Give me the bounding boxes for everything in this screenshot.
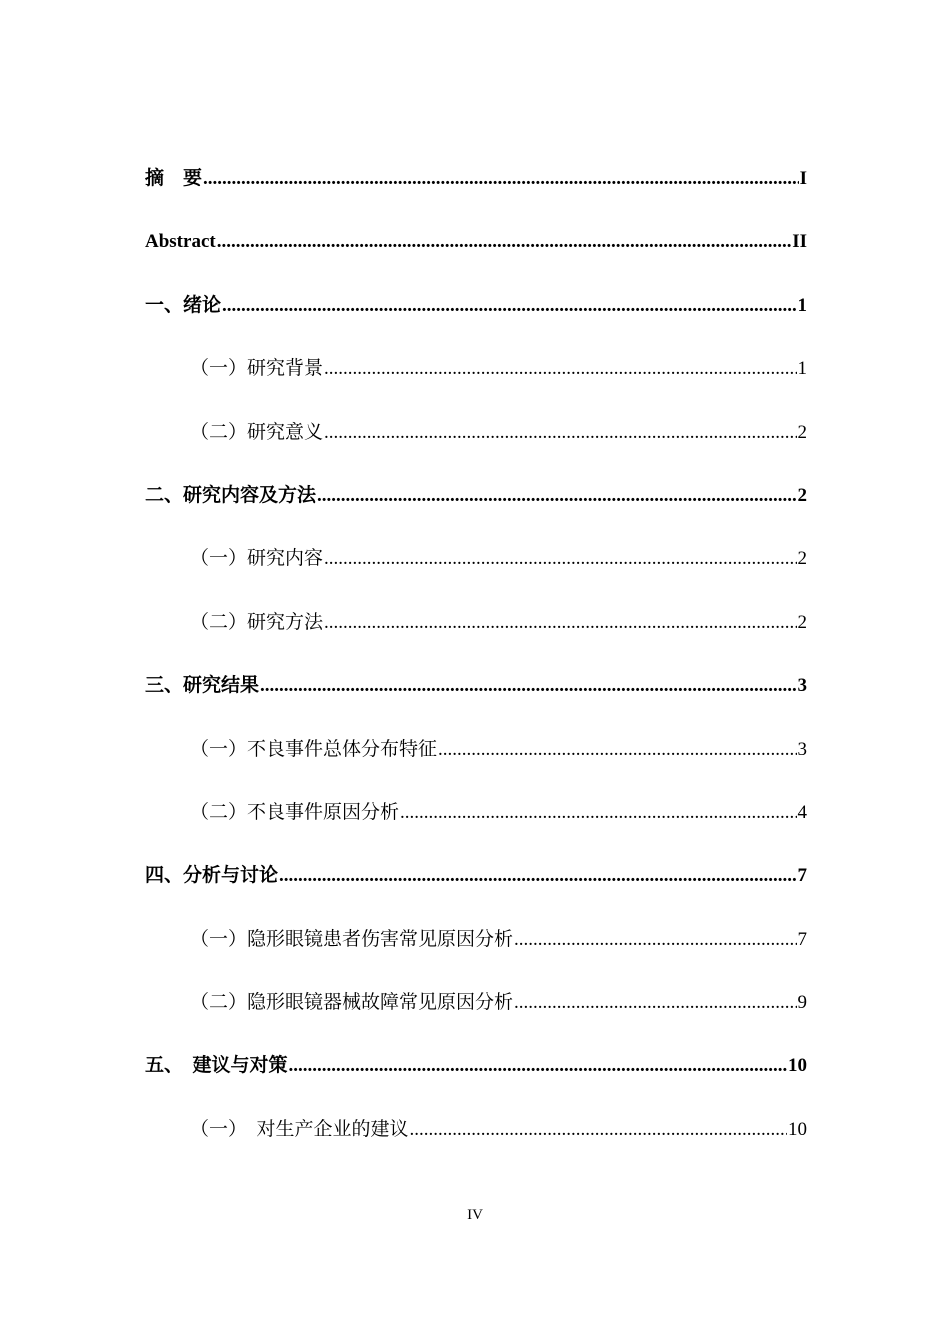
toc-entry-title: 摘 要 (145, 168, 203, 189)
toc-entry-title: Abstract (145, 231, 216, 253)
toc-entry[interactable] (145, 224, 807, 287)
toc-entry-page: 2 (797, 421, 807, 443)
toc-entry-title: 三、研究结果 (145, 675, 260, 697)
toc-dot-leader (438, 732, 796, 768)
toc-dot-leader (324, 351, 796, 387)
toc-entry-page: 9 (797, 992, 807, 1014)
toc-dot-leader (260, 668, 796, 704)
toc-entry-title: 四、分析与讨论 (145, 865, 279, 887)
toc-entry-page: II (792, 231, 807, 253)
toc-entry[interactable] (145, 985, 807, 1048)
toc-entry-page: 4 (797, 801, 807, 823)
toc-entry-page: 2 (797, 611, 807, 633)
toc-entry[interactable] (145, 415, 807, 478)
toc-entry[interactable] (145, 922, 807, 985)
table-of-contents (145, 161, 807, 1175)
toc-entry[interactable] (145, 1048, 807, 1111)
toc-entry[interactable] (145, 858, 807, 921)
toc-entry-page: 1 (797, 358, 807, 380)
toc-dot-leader (217, 224, 792, 260)
toc-entry-page: 7 (797, 928, 807, 950)
toc-entry-page: 10 (788, 1055, 807, 1077)
toc-entry-title: 一、绪论 (145, 294, 222, 316)
toc-entry-page: 10 (788, 1118, 807, 1140)
toc-dot-leader (222, 288, 796, 324)
toc-entry[interactable] (145, 605, 807, 668)
toc-dot-leader (400, 795, 796, 831)
toc-dot-leader (203, 161, 799, 197)
toc-dot-leader (514, 985, 796, 1021)
toc-entry-title: （一）不良事件总体分布特征 (190, 738, 438, 760)
toc-entry[interactable] (145, 351, 807, 414)
toc-entry[interactable] (145, 1112, 807, 1175)
page-number: IV (467, 1207, 483, 1223)
toc-entry-page: 2 (797, 484, 807, 506)
toc-entry[interactable] (145, 541, 807, 604)
toc-dot-leader (324, 415, 796, 451)
toc-entry[interactable] (145, 795, 807, 858)
toc-entry-title: （二）不良事件原因分析 (190, 801, 400, 823)
toc-entry[interactable] (145, 478, 807, 541)
toc-entry-page: 3 (797, 675, 807, 697)
toc-entry-page: I (799, 168, 807, 189)
toc-entry-title: （二）隐形眼镜器械故障常见原因分析 (190, 992, 514, 1014)
toc-entry-page: 1 (797, 294, 807, 316)
toc-entry-title: 五、 建议与对策 (145, 1055, 288, 1077)
toc-entry-title: （一）隐形眼镜患者伤害常见原因分析 (190, 928, 514, 950)
toc-entry-title: （一）研究内容 (190, 548, 324, 570)
toc-entry-title: （二）研究意义 (190, 421, 324, 443)
toc-entry[interactable] (145, 668, 807, 731)
toc-entry-page: 7 (797, 865, 807, 887)
toc-entry-title: （一） 对生产企业的建议 (190, 1118, 409, 1140)
toc-dot-leader (514, 922, 796, 958)
toc-entry-title: （二）研究方法 (190, 611, 324, 633)
toc-entry-title: （一）研究背景 (190, 358, 324, 380)
toc-entry-page: 3 (797, 738, 807, 760)
toc-dot-leader (279, 858, 796, 894)
toc-entry[interactable] (145, 732, 807, 795)
toc-dot-leader (289, 1048, 787, 1084)
toc-entry-title: 二、研究内容及方法 (145, 484, 317, 506)
toc-dot-leader (324, 541, 796, 577)
toc-entry[interactable] (145, 288, 807, 351)
toc-dot-leader (410, 1112, 787, 1148)
toc-entry[interactable] (145, 161, 807, 224)
toc-entry-page: 2 (797, 548, 807, 570)
toc-dot-leader (317, 478, 796, 514)
toc-dot-leader (324, 605, 796, 641)
